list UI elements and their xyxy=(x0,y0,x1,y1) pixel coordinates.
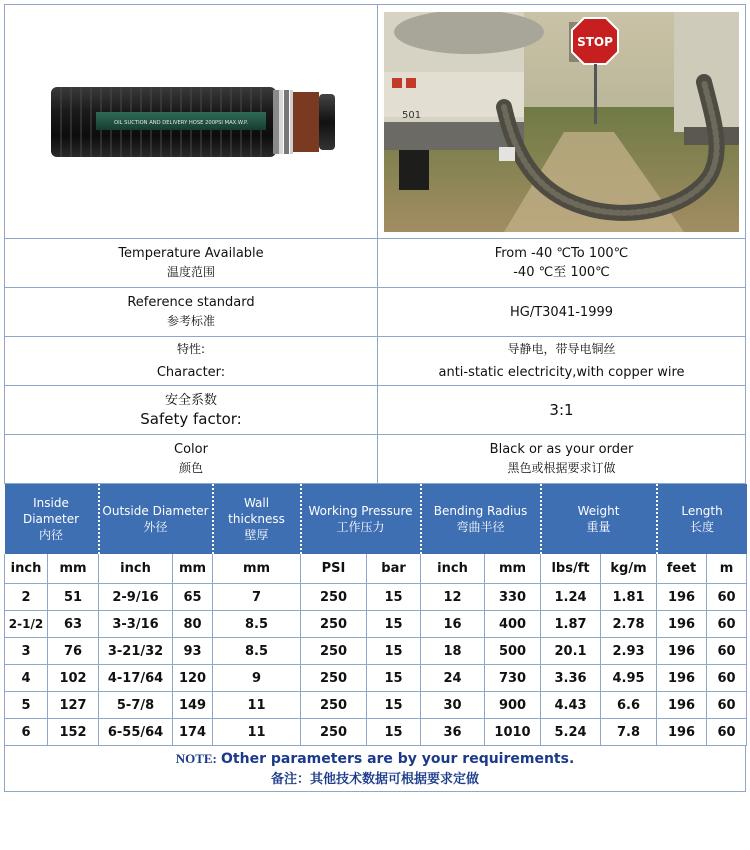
info-row-color xyxy=(5,434,745,483)
table-cell: 196 xyxy=(657,638,707,665)
truck-number: 501 xyxy=(402,109,422,121)
note-text-zh: 备注：其他技术数据可根据要求定做 xyxy=(270,772,479,787)
unit-cell: mm xyxy=(48,554,99,584)
temperature-value: From -40 ℃To 100℃ xyxy=(494,246,629,261)
truck-photo-cell xyxy=(378,5,745,238)
table-cell: 174 xyxy=(173,719,213,746)
spec-unit-row xyxy=(5,554,747,584)
table-cell: 11 xyxy=(213,692,301,719)
reference-value: HG/T3041-1999 xyxy=(509,304,614,320)
table-cell: 65 xyxy=(173,584,213,611)
table-cell: 6.6 xyxy=(601,692,657,719)
header-outside-diameter: Outside Diameter 外径 xyxy=(99,484,213,554)
table-cell: 60 xyxy=(707,692,747,719)
table-cell: 3 xyxy=(5,638,48,665)
table-cell: 2-9/16 xyxy=(99,584,173,611)
table-row xyxy=(5,584,747,611)
table-cell: 3.36 xyxy=(541,665,601,692)
info-row-temperature xyxy=(5,238,745,287)
table-cell: 330 xyxy=(485,584,541,611)
table-cell: 250 xyxy=(301,638,367,665)
safety-label-zh: 安全系数 xyxy=(164,393,217,408)
reference-label-zh: 参考标准 xyxy=(166,314,215,328)
table-cell: 15 xyxy=(367,638,421,665)
info-row-reference xyxy=(5,287,745,336)
table-cell: 120 xyxy=(173,665,213,692)
table-cell: 16 xyxy=(421,611,485,638)
table-cell: 7 xyxy=(213,584,301,611)
unit-cell: PSI xyxy=(301,554,367,584)
header-working-pressure: Working Pressure 工作压力 xyxy=(301,484,421,554)
table-cell: 196 xyxy=(657,692,707,719)
table-cell: 7.8 xyxy=(601,719,657,746)
table-cell: 30 xyxy=(421,692,485,719)
character-value-zh: 导静电，带导电铜丝 xyxy=(507,342,616,356)
reference-label: Reference standard xyxy=(127,295,255,310)
spec-group-header-row xyxy=(5,484,747,554)
note-box xyxy=(4,746,746,792)
table-cell: 500 xyxy=(485,638,541,665)
table-cell: 196 xyxy=(657,584,707,611)
unit-cell: lbs/ft xyxy=(541,554,601,584)
table-cell: 11 xyxy=(213,719,301,746)
table-cell: 2.78 xyxy=(601,611,657,638)
table-cell: 2.93 xyxy=(601,638,657,665)
color-value-zh: 黑色或根据要求订做 xyxy=(507,461,616,475)
table-cell: 5-7/8 xyxy=(99,692,173,719)
hose-print-text: OIL SUCTION AND DELIVERY HOSE 200PSI MAX.W.P. xyxy=(114,119,248,126)
hose-photo xyxy=(41,62,341,182)
table-row xyxy=(5,719,747,746)
spec-table xyxy=(4,484,747,746)
table-row xyxy=(5,692,747,719)
table-cell: 36 xyxy=(421,719,485,746)
table-cell: 8.5 xyxy=(213,638,301,665)
table-cell: 12 xyxy=(421,584,485,611)
table-cell: 60 xyxy=(707,611,747,638)
table-cell: 2-1/2 xyxy=(5,611,48,638)
table-cell: 4-17/64 xyxy=(99,665,173,692)
header-weight: Weight 重量 xyxy=(541,484,657,554)
table-cell: 51 xyxy=(48,584,99,611)
header-bending-radius: Bending Radius 弯曲半径 xyxy=(421,484,541,554)
table-cell: 60 xyxy=(707,638,747,665)
table-cell: 196 xyxy=(657,719,707,746)
table-cell: 250 xyxy=(301,611,367,638)
header-inside-diameter: Inside Diameter 内径 xyxy=(5,484,99,554)
table-cell: 6-55/64 xyxy=(99,719,173,746)
table-row xyxy=(5,665,747,692)
temperature-value-zh: -40 ℃至 100℃ xyxy=(513,265,610,280)
table-cell: 4 xyxy=(5,665,48,692)
table-cell: 18 xyxy=(421,638,485,665)
table-cell: 8.5 xyxy=(213,611,301,638)
table-cell: 76 xyxy=(48,638,99,665)
table-cell: 250 xyxy=(301,584,367,611)
color-value: Black or as your order xyxy=(489,442,634,457)
note-lead: NOTE: xyxy=(175,751,217,766)
table-row xyxy=(5,611,747,638)
table-cell: 196 xyxy=(657,665,707,692)
table-cell: 3-3/16 xyxy=(99,611,173,638)
temperature-label-zh: 温度范围 xyxy=(166,265,215,279)
character-label: Character: xyxy=(156,365,226,380)
table-cell: 250 xyxy=(301,665,367,692)
table-cell: 102 xyxy=(48,665,99,692)
color-label: Color xyxy=(174,442,208,457)
table-cell: 80 xyxy=(173,611,213,638)
unit-cell: inch xyxy=(5,554,48,584)
table-cell: 3-21/32 xyxy=(99,638,173,665)
temperature-label: Temperature Available xyxy=(118,246,264,261)
info-row-character xyxy=(5,336,745,385)
table-cell: 24 xyxy=(421,665,485,692)
table-cell: 60 xyxy=(707,665,747,692)
table-cell: 1.24 xyxy=(541,584,601,611)
table-cell: 15 xyxy=(367,611,421,638)
table-cell: 1.81 xyxy=(601,584,657,611)
table-cell: 127 xyxy=(48,692,99,719)
unit-cell: feet xyxy=(657,554,707,584)
table-cell: 196 xyxy=(657,611,707,638)
table-cell: 250 xyxy=(301,719,367,746)
table-cell: 63 xyxy=(48,611,99,638)
table-cell: 730 xyxy=(485,665,541,692)
table-cell: 15 xyxy=(367,584,421,611)
truck-photo xyxy=(384,12,739,232)
safety-label: Safety factor: xyxy=(140,410,242,428)
table-cell: 4.95 xyxy=(601,665,657,692)
table-cell: 20.1 xyxy=(541,638,601,665)
table-cell: 6 xyxy=(5,719,48,746)
unit-cell: mm xyxy=(485,554,541,584)
safety-value: 3:1 xyxy=(549,400,574,419)
character-label-zh: 特性: xyxy=(176,342,206,356)
table-cell: 1010 xyxy=(485,719,541,746)
table-cell: 152 xyxy=(48,719,99,746)
table-cell: 60 xyxy=(707,584,747,611)
table-cell: 4.43 xyxy=(541,692,601,719)
table-cell: 9 xyxy=(213,665,301,692)
unit-cell: bar xyxy=(367,554,421,584)
table-cell: 1.87 xyxy=(541,611,601,638)
table-row xyxy=(5,638,747,665)
table-cell: 15 xyxy=(367,665,421,692)
table-cell: 15 xyxy=(367,692,421,719)
table-cell: 900 xyxy=(485,692,541,719)
table-cell: 15 xyxy=(367,719,421,746)
table-cell: 5.24 xyxy=(541,719,601,746)
character-value: anti-static electricity,with copper wire xyxy=(438,365,685,380)
unit-cell: mm xyxy=(213,554,301,584)
note-text: Other parameters are by your requirements. xyxy=(221,751,575,767)
table-cell: 93 xyxy=(173,638,213,665)
color-label-zh: 颜色 xyxy=(178,461,203,475)
spec-sheet xyxy=(4,4,746,792)
info-row-safety xyxy=(5,385,745,434)
table-cell: 400 xyxy=(485,611,541,638)
stop-sign-text: STOP xyxy=(577,34,613,49)
unit-cell: kg/m xyxy=(601,554,657,584)
table-cell: 5 xyxy=(5,692,48,719)
header-length: Length 长度 xyxy=(657,484,747,554)
unit-cell: inch xyxy=(99,554,173,584)
unit-cell: mm xyxy=(173,554,213,584)
header-wall-thickness: Wall thickness 壁厚 xyxy=(213,484,301,554)
hose-photo-cell xyxy=(5,5,378,238)
table-cell: 250 xyxy=(301,692,367,719)
table-cell: 2 xyxy=(5,584,48,611)
unit-cell: m xyxy=(707,554,747,584)
photo-row xyxy=(5,5,745,238)
table-cell: 60 xyxy=(707,719,747,746)
table-cell: 149 xyxy=(173,692,213,719)
info-table xyxy=(4,4,746,484)
unit-cell: inch xyxy=(421,554,485,584)
